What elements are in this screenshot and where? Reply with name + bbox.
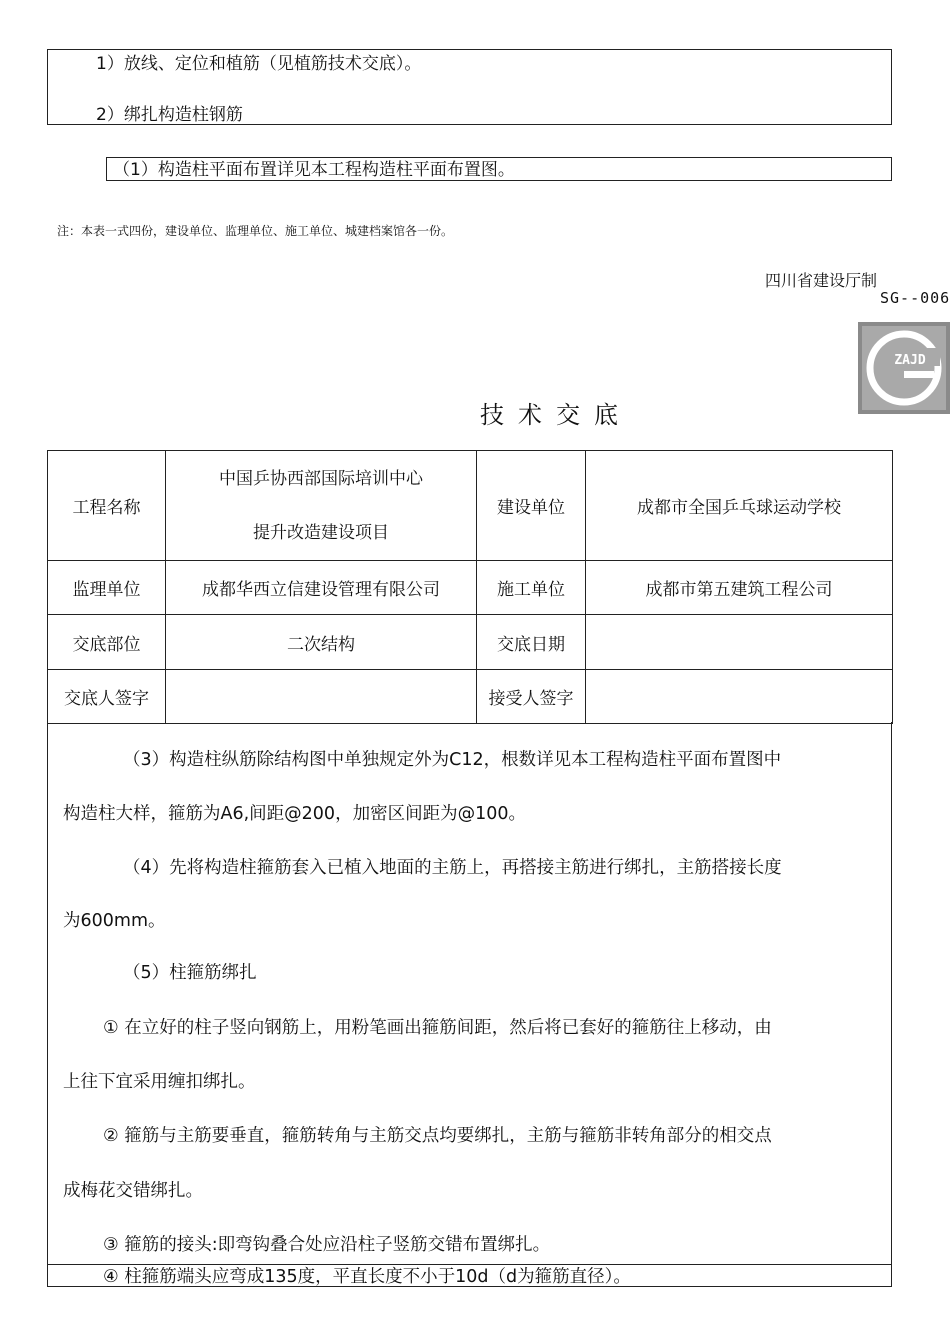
body-line: （5）柱箍筋绑扎 bbox=[123, 963, 257, 983]
giver-signature bbox=[166, 670, 477, 724]
contractor-label: 施工单位 bbox=[477, 561, 586, 615]
part-value: 二次结构 bbox=[166, 615, 477, 670]
supervisor-value: 成都华西立信建设管理有限公司 bbox=[166, 561, 477, 615]
date-value bbox=[586, 615, 893, 670]
date-label: 交底日期 bbox=[477, 615, 586, 670]
project-name-label: 工程名称 bbox=[48, 451, 166, 561]
body-line: 上往下宜采用缠扣绑扎。 bbox=[63, 1072, 256, 1092]
owner-value: 成都市全国乒乓球运动学校 bbox=[586, 451, 893, 561]
body-line: 构造柱大样，箍筋为A6,间距@200，加密区间距为@100。 bbox=[63, 804, 526, 824]
part-label: 交底部位 bbox=[48, 615, 166, 670]
issuer-label: 四川省建设厅制 bbox=[765, 271, 878, 290]
upper-box2-line: （1）构造柱平面布置详见本工程构造柱平面布置图。 bbox=[113, 160, 515, 180]
upper-line-1: 1）放线、定位和植筋（见植筋技术交底）。 bbox=[96, 54, 422, 74]
receiver-label: 接受人签字 bbox=[477, 670, 586, 724]
footnote: 注：本表一式四份，建设单位、监理单位、施工单位、城建档案馆各一份。 bbox=[57, 224, 454, 238]
body-line: ④ 柱箍筋端头应弯成135度，平直长度不小于10d（d为箍筋直径）。 bbox=[103, 1267, 631, 1287]
document-title: 技术交底 bbox=[480, 401, 632, 429]
body-line: ① 在立好的柱子竖向钢筋上，用粉笔画出箍筋间距，然后将已套好的箍筋往上移动，由 bbox=[103, 1018, 772, 1038]
upper-line-2: 2）绑扎构造柱钢筋 bbox=[96, 105, 243, 125]
body-line: 为600mm。 bbox=[63, 911, 166, 931]
contractor-value: 成都市第五建筑工程公司 bbox=[586, 561, 893, 615]
info-table bbox=[47, 450, 893, 724]
body-line: （4）先将构造柱箍筋套入已植入地面的主筋上，再搭接主筋进行绑扎，主筋搭接长度 bbox=[123, 858, 782, 878]
body-line: （3）构造柱纵筋除结构图中单独规定外为C12，根数详见本工程构造柱平面布置图中 bbox=[123, 750, 782, 770]
body-line: ③ 箍筋的接头:即弯钩叠合处应沿柱子竖筋交错布置绑扎。 bbox=[103, 1235, 551, 1255]
body-line: 成梅花交错绑扎。 bbox=[63, 1181, 203, 1201]
body-line: ② 箍筋与主筋要垂直，箍筋转角与主筋交点均要绑扎，主筋与箍筋非转角部分的相交点 bbox=[103, 1126, 772, 1146]
project-name-line-1: 中国乒协西部国际培训中心 bbox=[219, 468, 423, 489]
supervisor-label: 监理单位 bbox=[48, 561, 166, 615]
logo-text: ZAJD bbox=[894, 353, 926, 368]
owner-label: 建设单位 bbox=[477, 451, 586, 561]
zajd-logo-icon bbox=[858, 322, 950, 414]
project-name-line-2: 提升改造建设项目 bbox=[253, 522, 389, 543]
receiver-signature bbox=[586, 670, 893, 724]
project-name-value bbox=[166, 451, 477, 561]
giver-label: 交底人签字 bbox=[48, 670, 166, 724]
form-code: SG--006 bbox=[880, 289, 950, 307]
